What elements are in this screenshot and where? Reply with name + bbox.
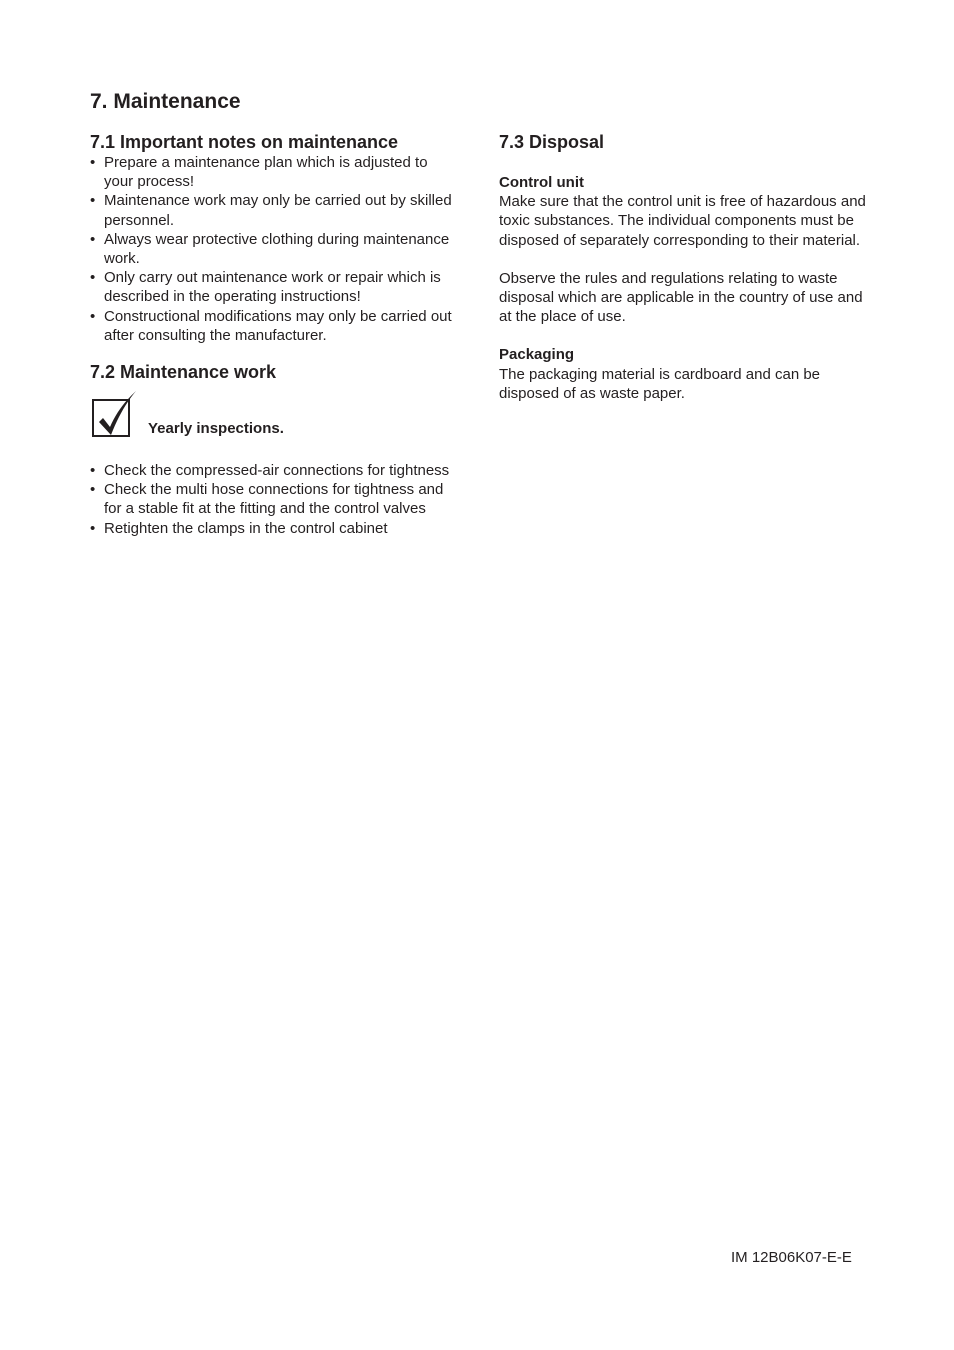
packaging-block [499, 345, 869, 403]
section-important-notes [90, 131, 460, 345]
control-unit-block [499, 173, 869, 326]
section-disposal [499, 131, 869, 403]
section-heading-7-1: 7.1 Important notes on maintenance [90, 132, 399, 152]
section-heading-7-2: 7.2 Maintenance work [90, 362, 277, 383]
section-maintenance-work [90, 361, 460, 538]
control-unit-paragraph: Make sure that the control unit is free of hazardous and toxic substances. The individual components must be disposed of separately corresponding to their material. [499, 193, 866, 249]
list-item: • Prepare a maintenance plan which is adjusted to your process! [90, 153, 460, 191]
left-column [90, 131, 460, 538]
waste-rules-paragraph: Observe the rules and regulations relating to waste disposal which are applicable in the country of use and at the place of use. [499, 269, 863, 326]
important-notes-list [90, 153, 460, 345]
packaging-paragraph: The packaging material is cardboard and can be disposed of as waste paper. [499, 365, 821, 402]
maintenance-work-list [90, 461, 460, 538]
list-item: • Retighten the clamps in the control cabinet [90, 519, 460, 538]
inspection-note [90, 392, 460, 448]
list-item: • Check the compressed-air connections for tightness [90, 461, 460, 480]
list-item: • Check the multi hose connections for tightness and for a stable fit at the fitting and the control valves [90, 480, 460, 518]
list-item: • Constructional modifications may only be carried out after consulting the manufacturer. [90, 307, 460, 345]
page-title: 7. Maintenance [90, 90, 241, 113]
packaging-heading: Packaging [499, 346, 575, 364]
right-column [499, 131, 869, 403]
section-heading-7-3: 7.3 Disposal [499, 132, 605, 152]
check-mark-icon [96, 389, 140, 439]
document-id: IM 12B06K07-E-E [731, 1249, 852, 1266]
list-item: • Maintenance work may only be carried out by skilled personnel. [90, 191, 460, 229]
yearly-inspections-label: Yearly inspections. [148, 420, 284, 438]
control-unit-heading: Control unit [499, 174, 584, 191]
list-item: • Only carry out maintenance work or repair which is described in the operating instructions! [90, 268, 460, 306]
checkbox-check-icon [92, 399, 130, 437]
list-item: • Always wear protective clothing during maintenance work. [90, 230, 460, 268]
